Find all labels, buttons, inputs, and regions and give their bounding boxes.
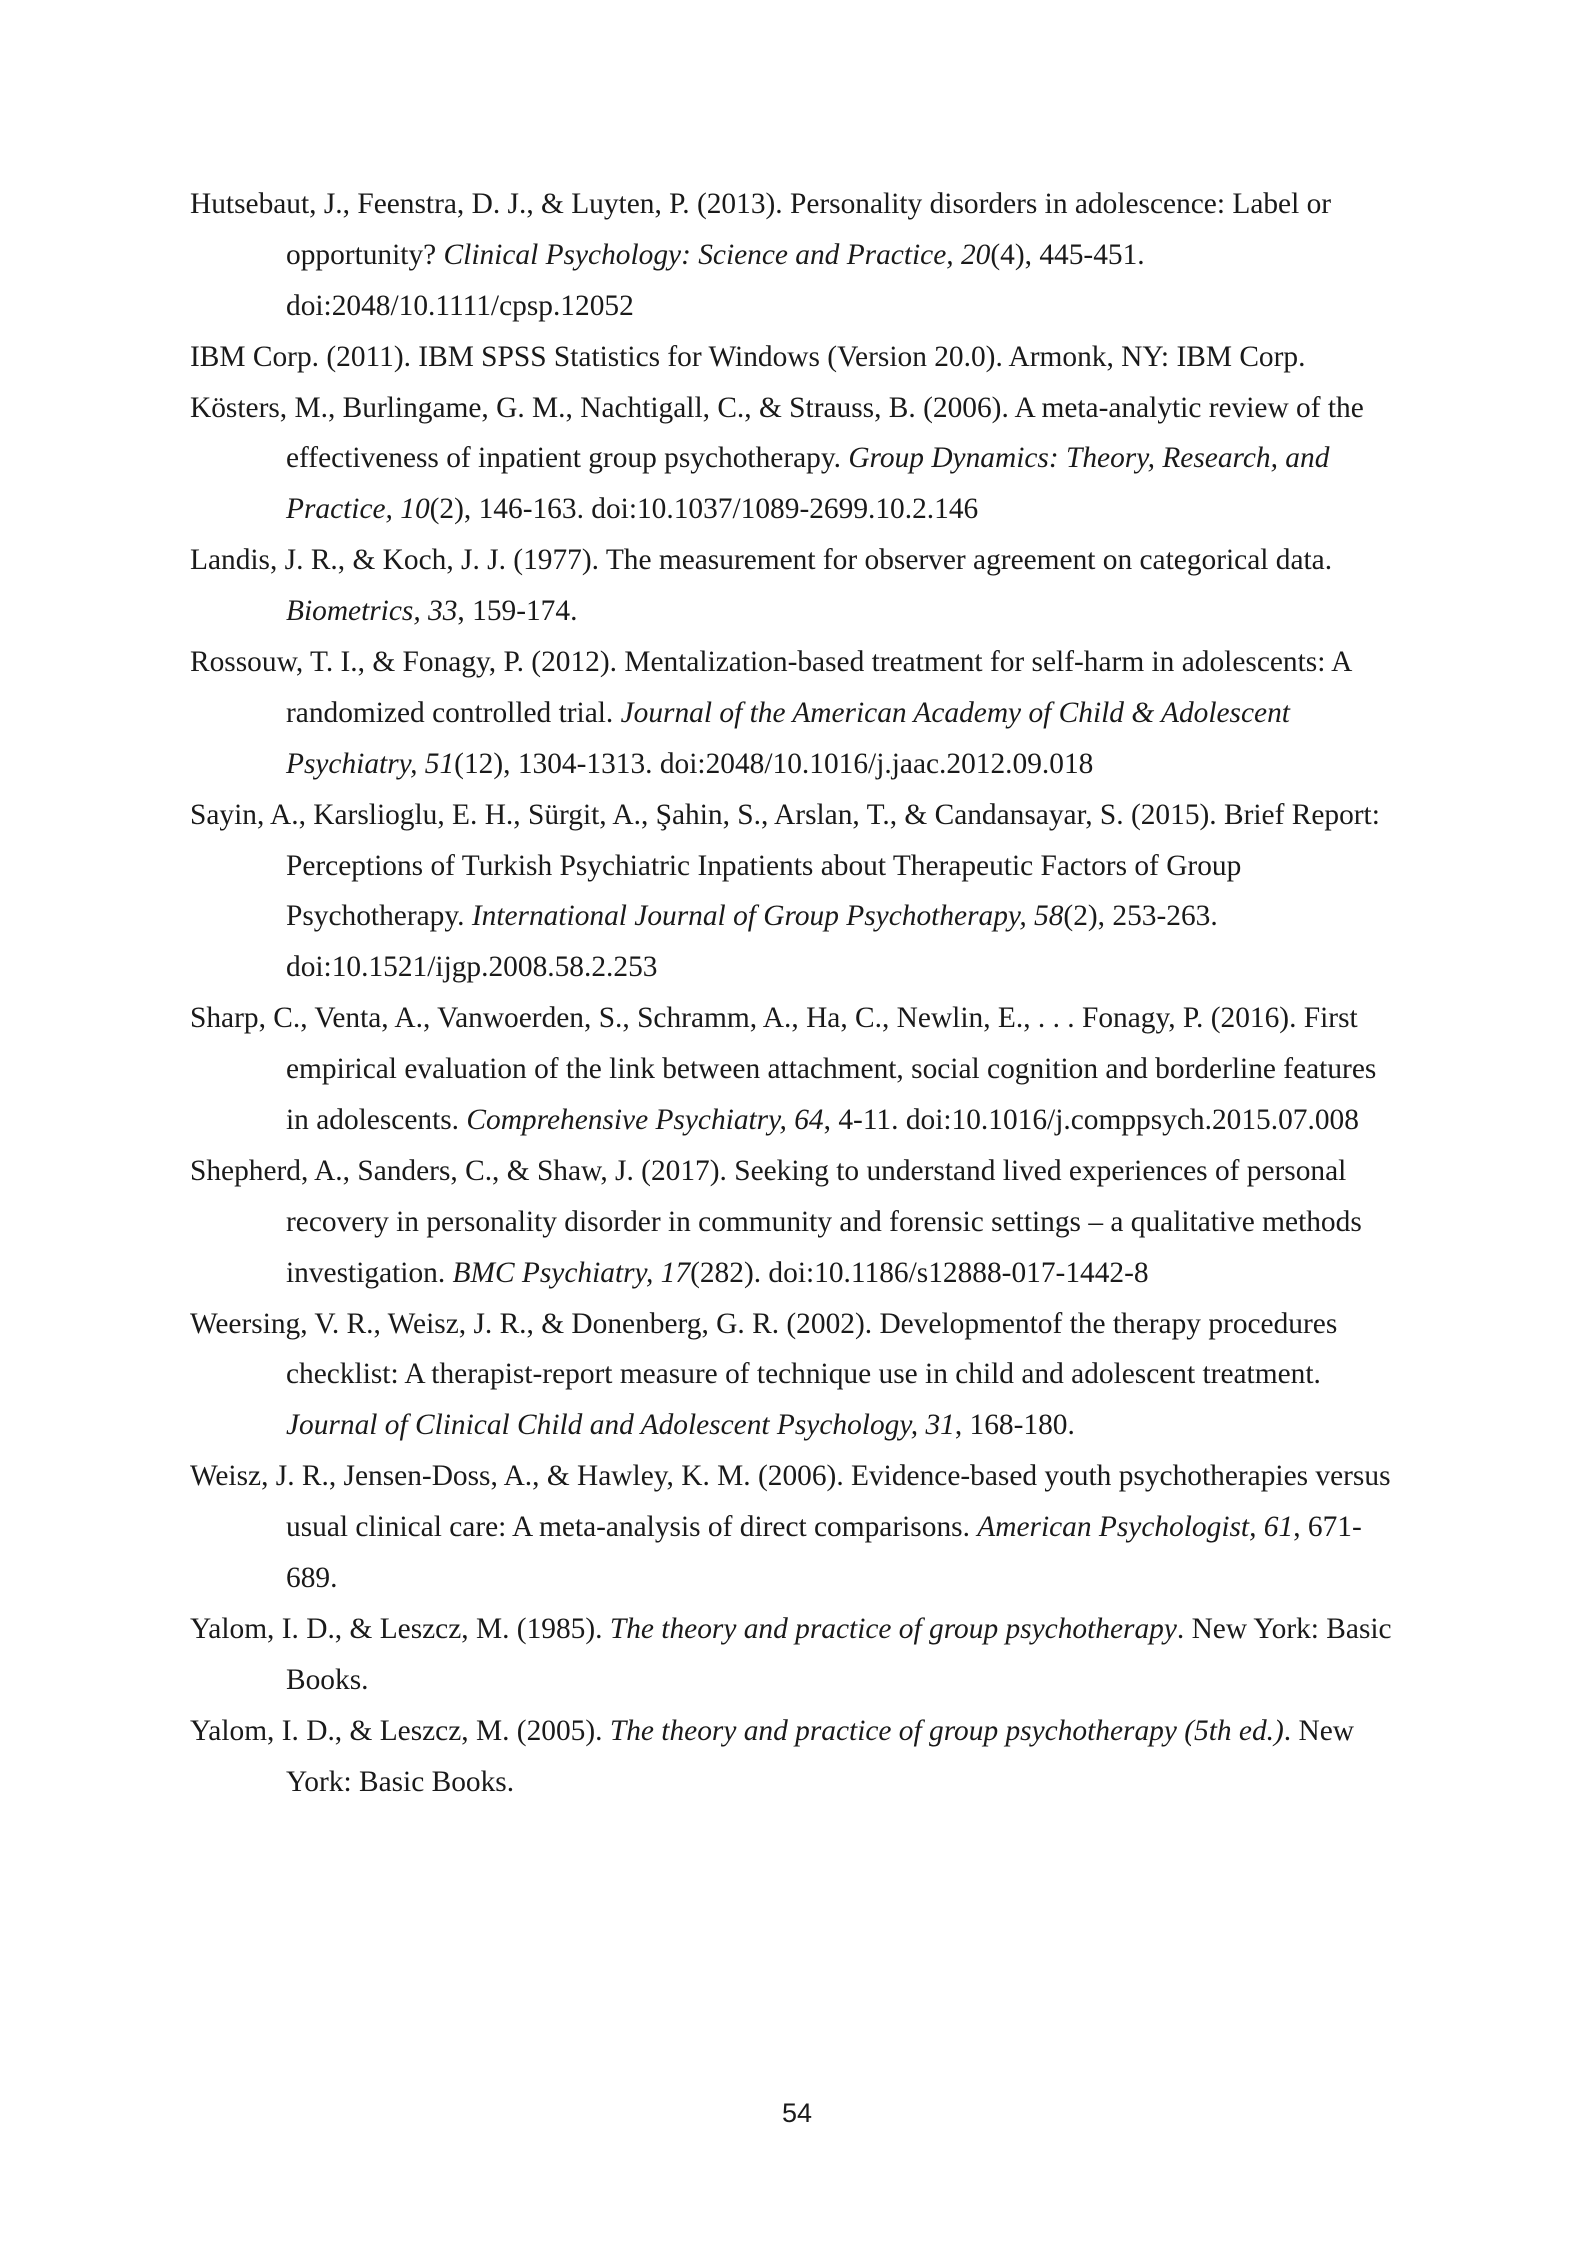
reference-entry (190, 332, 1420, 383)
reference-list (190, 179, 1420, 1808)
reference-line (190, 1757, 1420, 1808)
reference-entry (190, 1706, 1420, 1808)
reference-text: Psychotherapy. (286, 900, 472, 933)
reference-entry (190, 637, 1420, 790)
reference-italic-text: Practice, 10 (286, 493, 430, 526)
reference-entry (190, 790, 1420, 994)
reference-text: Sayin, A., Karslioglu, E. H., Sürgit, A., Şahin, S., Arslan, T., & Candansayar, S. (2015). Brief Report: (190, 798, 1380, 831)
reference-italic-text: Group Dynamics: Theory, Research, and (848, 442, 1330, 475)
reference-text: (4), 445-451. (990, 238, 1145, 271)
reference-text: randomized controlled trial. (286, 696, 621, 729)
reference-text: Rossouw, T. I., & Fonagy, P. (2012). Mentalization-based treatment for self-harm in adolescents: A (190, 646, 1353, 679)
reference-line (190, 1553, 1420, 1604)
reference-text: (2), 146-163. doi:10.1037/1089-2699.10.2.146 (429, 493, 979, 526)
reference-entry (190, 1451, 1420, 1604)
reference-line (190, 433, 1420, 484)
reference-text: Yalom, I. D., & Leszcz, M. (2005). (190, 1714, 610, 1747)
reference-text: York: Basic Books. (286, 1765, 515, 1798)
reference-entry (190, 383, 1420, 536)
reference-italic-text: BMC Psychiatry, 17 (452, 1256, 691, 1289)
reference-italic-text: The theory and practice of group psychotherapy (5th ed.) (609, 1714, 1284, 1747)
reference-line (190, 1095, 1420, 1146)
reference-italic-text: Comprehensive Psychiatry, 64 (466, 1104, 824, 1137)
reference-text: in adolescents. (286, 1104, 467, 1137)
reference-line (190, 739, 1420, 790)
reference-text: Weersing, V. R., Weisz, J. R., & Donenberg, G. R. (2002). Developmentof the therapy procedures (190, 1307, 1338, 1340)
reference-line (190, 484, 1420, 535)
reference-text: effectiveness of inpatient group psychotherapy. (286, 442, 849, 475)
reference-text: recovery in personality disorder in community and forensic settings – a qualitative methods (286, 1205, 1362, 1238)
reference-line (190, 1502, 1420, 1553)
reference-line (190, 1400, 1420, 1451)
reference-text: 689. (286, 1562, 338, 1595)
reference-line (190, 1706, 1420, 1757)
page-number: 54 (781, 2098, 813, 2128)
reference-text: Hutsebaut, J., Feenstra, D. J., & Luyten, P. (2013). Personality disorders in adolescence: Label or (190, 188, 1332, 220)
reference-line (190, 993, 1420, 1044)
reference-text: investigation. (286, 1256, 453, 1289)
reference-text: Landis, J. R., & Koch, J. J. (1977). The measurement for observer agreement on categorical data. (190, 544, 1333, 577)
reference-line (190, 535, 1420, 586)
reference-text: Sharp, C., Venta, A., Vanwoerden, S., Schramm, A., Ha, C., Newlin, E., . . . Fonagy, P. (2016). First (190, 1002, 1358, 1035)
reference-entry (190, 993, 1420, 1146)
reference-entry (190, 1604, 1420, 1706)
reference-italic-text: Clinical Psychology: Science and Practice, 20 (443, 238, 991, 271)
reference-line (190, 586, 1420, 637)
reference-text: Weisz, J. R., Jensen-Doss, A., & Hawley, K. M. (2006). Evidence-based youth psychotherapies versus (190, 1460, 1391, 1493)
reference-line (190, 179, 1420, 230)
reference-entry (190, 1299, 1420, 1452)
reference-entry (190, 1146, 1420, 1299)
reference-line (190, 1604, 1420, 1655)
reference-text: . New York: Basic (1176, 1612, 1392, 1645)
reference-text: , 4-11. doi:10.1016/j.comppsych.2015.07.008 (823, 1104, 1359, 1137)
reference-line (190, 1655, 1420, 1706)
reference-text: empirical evaluation of the link between attachment, social cognition and borderline features (286, 1053, 1377, 1086)
reference-text: . New (1283, 1714, 1354, 1747)
reference-entry (190, 535, 1420, 637)
reference-entry (190, 179, 1420, 332)
reference-line (190, 1248, 1420, 1299)
reference-line (190, 891, 1420, 942)
reference-italic-text: International Journal of Group Psychotherapy, 58 (471, 900, 1064, 933)
reference-line (190, 1299, 1420, 1350)
reference-line (190, 841, 1420, 892)
reference-line (190, 637, 1420, 688)
reference-text: opportunity? (286, 238, 444, 271)
reference-text: IBM Corp. (2011). IBM SPSS Statistics for Windows (Version 20.0). Armonk, NY: IBM Corp. (190, 340, 1306, 373)
reference-text: doi:2048/10.1111/cpsp.12052 (286, 289, 634, 322)
reference-line (190, 230, 1420, 281)
reference-italic-text: Biometrics, 33 (286, 595, 458, 628)
reference-text: Books. (286, 1663, 369, 1696)
reference-text: usual clinical care: A meta-analysis of direct comparisons. (286, 1511, 978, 1544)
reference-line (190, 383, 1420, 434)
reference-italic-text: Journal of Clinical Child and Adolescent Psychology, 31 (286, 1409, 955, 1442)
reference-text: (282). doi:10.1186/s12888-017-1442-8 (690, 1256, 1149, 1289)
reference-text: , 168-180. (954, 1409, 1075, 1442)
reference-line (190, 281, 1420, 332)
reference-line (190, 332, 1420, 383)
reference-line (190, 1197, 1420, 1248)
reference-text: Yalom, I. D., & Leszcz, M. (1985). (190, 1612, 610, 1645)
reference-italic-text: American Psychologist, 61 (977, 1511, 1294, 1544)
reference-text: (2), 253-263. (1063, 900, 1218, 933)
reference-line (190, 688, 1420, 739)
reference-text: (12), 1304-1313. doi:2048/10.1016/j.jaac.2012.09.018 (454, 747, 1094, 780)
reference-text: Perceptions of Turkish Psychiatric Inpatients about Therapeutic Factors of Group (286, 849, 1242, 882)
reference-italic-text: Psychiatry, 51 (286, 747, 455, 780)
reference-text: , 671- (1293, 1511, 1362, 1544)
reference-line (190, 1451, 1420, 1502)
reference-line (190, 1349, 1420, 1400)
reference-line (190, 942, 1420, 993)
reference-text: , 159-174. (457, 595, 578, 628)
reference-text: doi:10.1521/ijgp.2008.58.2.253 (286, 951, 658, 984)
reference-line (190, 790, 1420, 841)
reference-text: Shepherd, A., Sanders, C., & Shaw, J. (2017). Seeking to understand lived experiences of personal (190, 1154, 1347, 1187)
reference-text: checklist: A therapist-report measure of technique use in child and adolescent treatment. (286, 1358, 1321, 1391)
reference-line (190, 1044, 1420, 1095)
reference-italic-text: Journal of the American Academy of Child & Adolescent (620, 696, 1290, 729)
reference-italic-text: The theory and practice of group psychotherapy (609, 1612, 1177, 1645)
reference-line (190, 1146, 1420, 1197)
reference-text: Kösters, M., Burlingame, G. M., Nachtigall, C., & Strauss, B. (2006). A meta-analytic review of the (190, 391, 1364, 424)
